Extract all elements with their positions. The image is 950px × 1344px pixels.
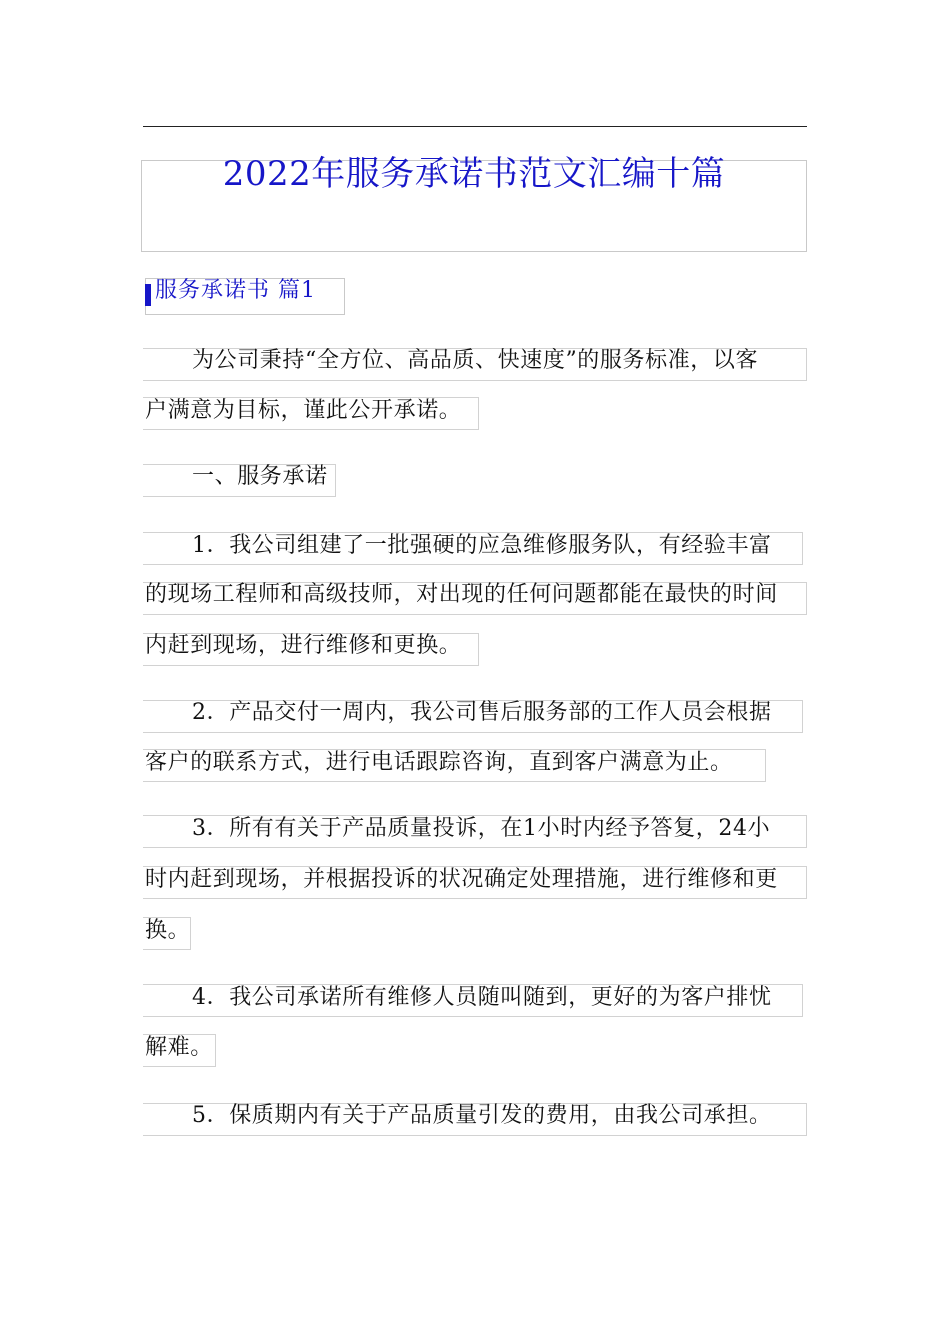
document-title: 2022年服务承诺书范文汇编十篇 — [222, 154, 726, 194]
paragraph-line: 换。 — [145, 918, 191, 943]
section-marker — [145, 284, 151, 306]
paragraph-line: 4．我公司承诺所有维修人员随叫随到，更好的为客户排忧 — [192, 985, 772, 1010]
paragraph-line: 5．保质期内有关于产品质量引发的费用，由我公司承担。 — [192, 1103, 772, 1128]
paragraph-line: 时内赶到现场，并根据投诉的状况确定处理措施，进行维修和更 — [145, 867, 778, 892]
paragraph-line: 户满意为目标，谨此公开承诺。 — [145, 398, 462, 423]
paragraph-line: 2．产品交付一周内，我公司售后服务部的工作人员会根据 — [192, 700, 772, 725]
paragraph-line: 1．我公司组建了一批强硬的应急维修服务队，有经验丰富 — [192, 533, 772, 558]
paragraph-line: 客户的联系方式，进行电话跟踪咨询，直到客户满意为止。 — [145, 750, 733, 775]
paragraph-line: 的现场工程师和高级技师，对出现的任何问题都能在最快的时间 — [145, 582, 778, 607]
paragraph-line: 3．所有有关于产品质量投诉，在1小时内经予答复，24小 — [192, 816, 771, 841]
paragraph-line: 为公司秉持“全方位、高品质、快速度”的服务标准，以客 — [192, 348, 759, 373]
section-heading: 服务承诺书 篇1 — [155, 278, 316, 303]
top-rule — [143, 126, 807, 127]
paragraph-line: 内赶到现场，进行维修和更换。 — [145, 633, 462, 658]
paragraph-line: 解难。 — [145, 1035, 213, 1060]
section-subheading: 一、服务承诺 — [192, 464, 328, 489]
